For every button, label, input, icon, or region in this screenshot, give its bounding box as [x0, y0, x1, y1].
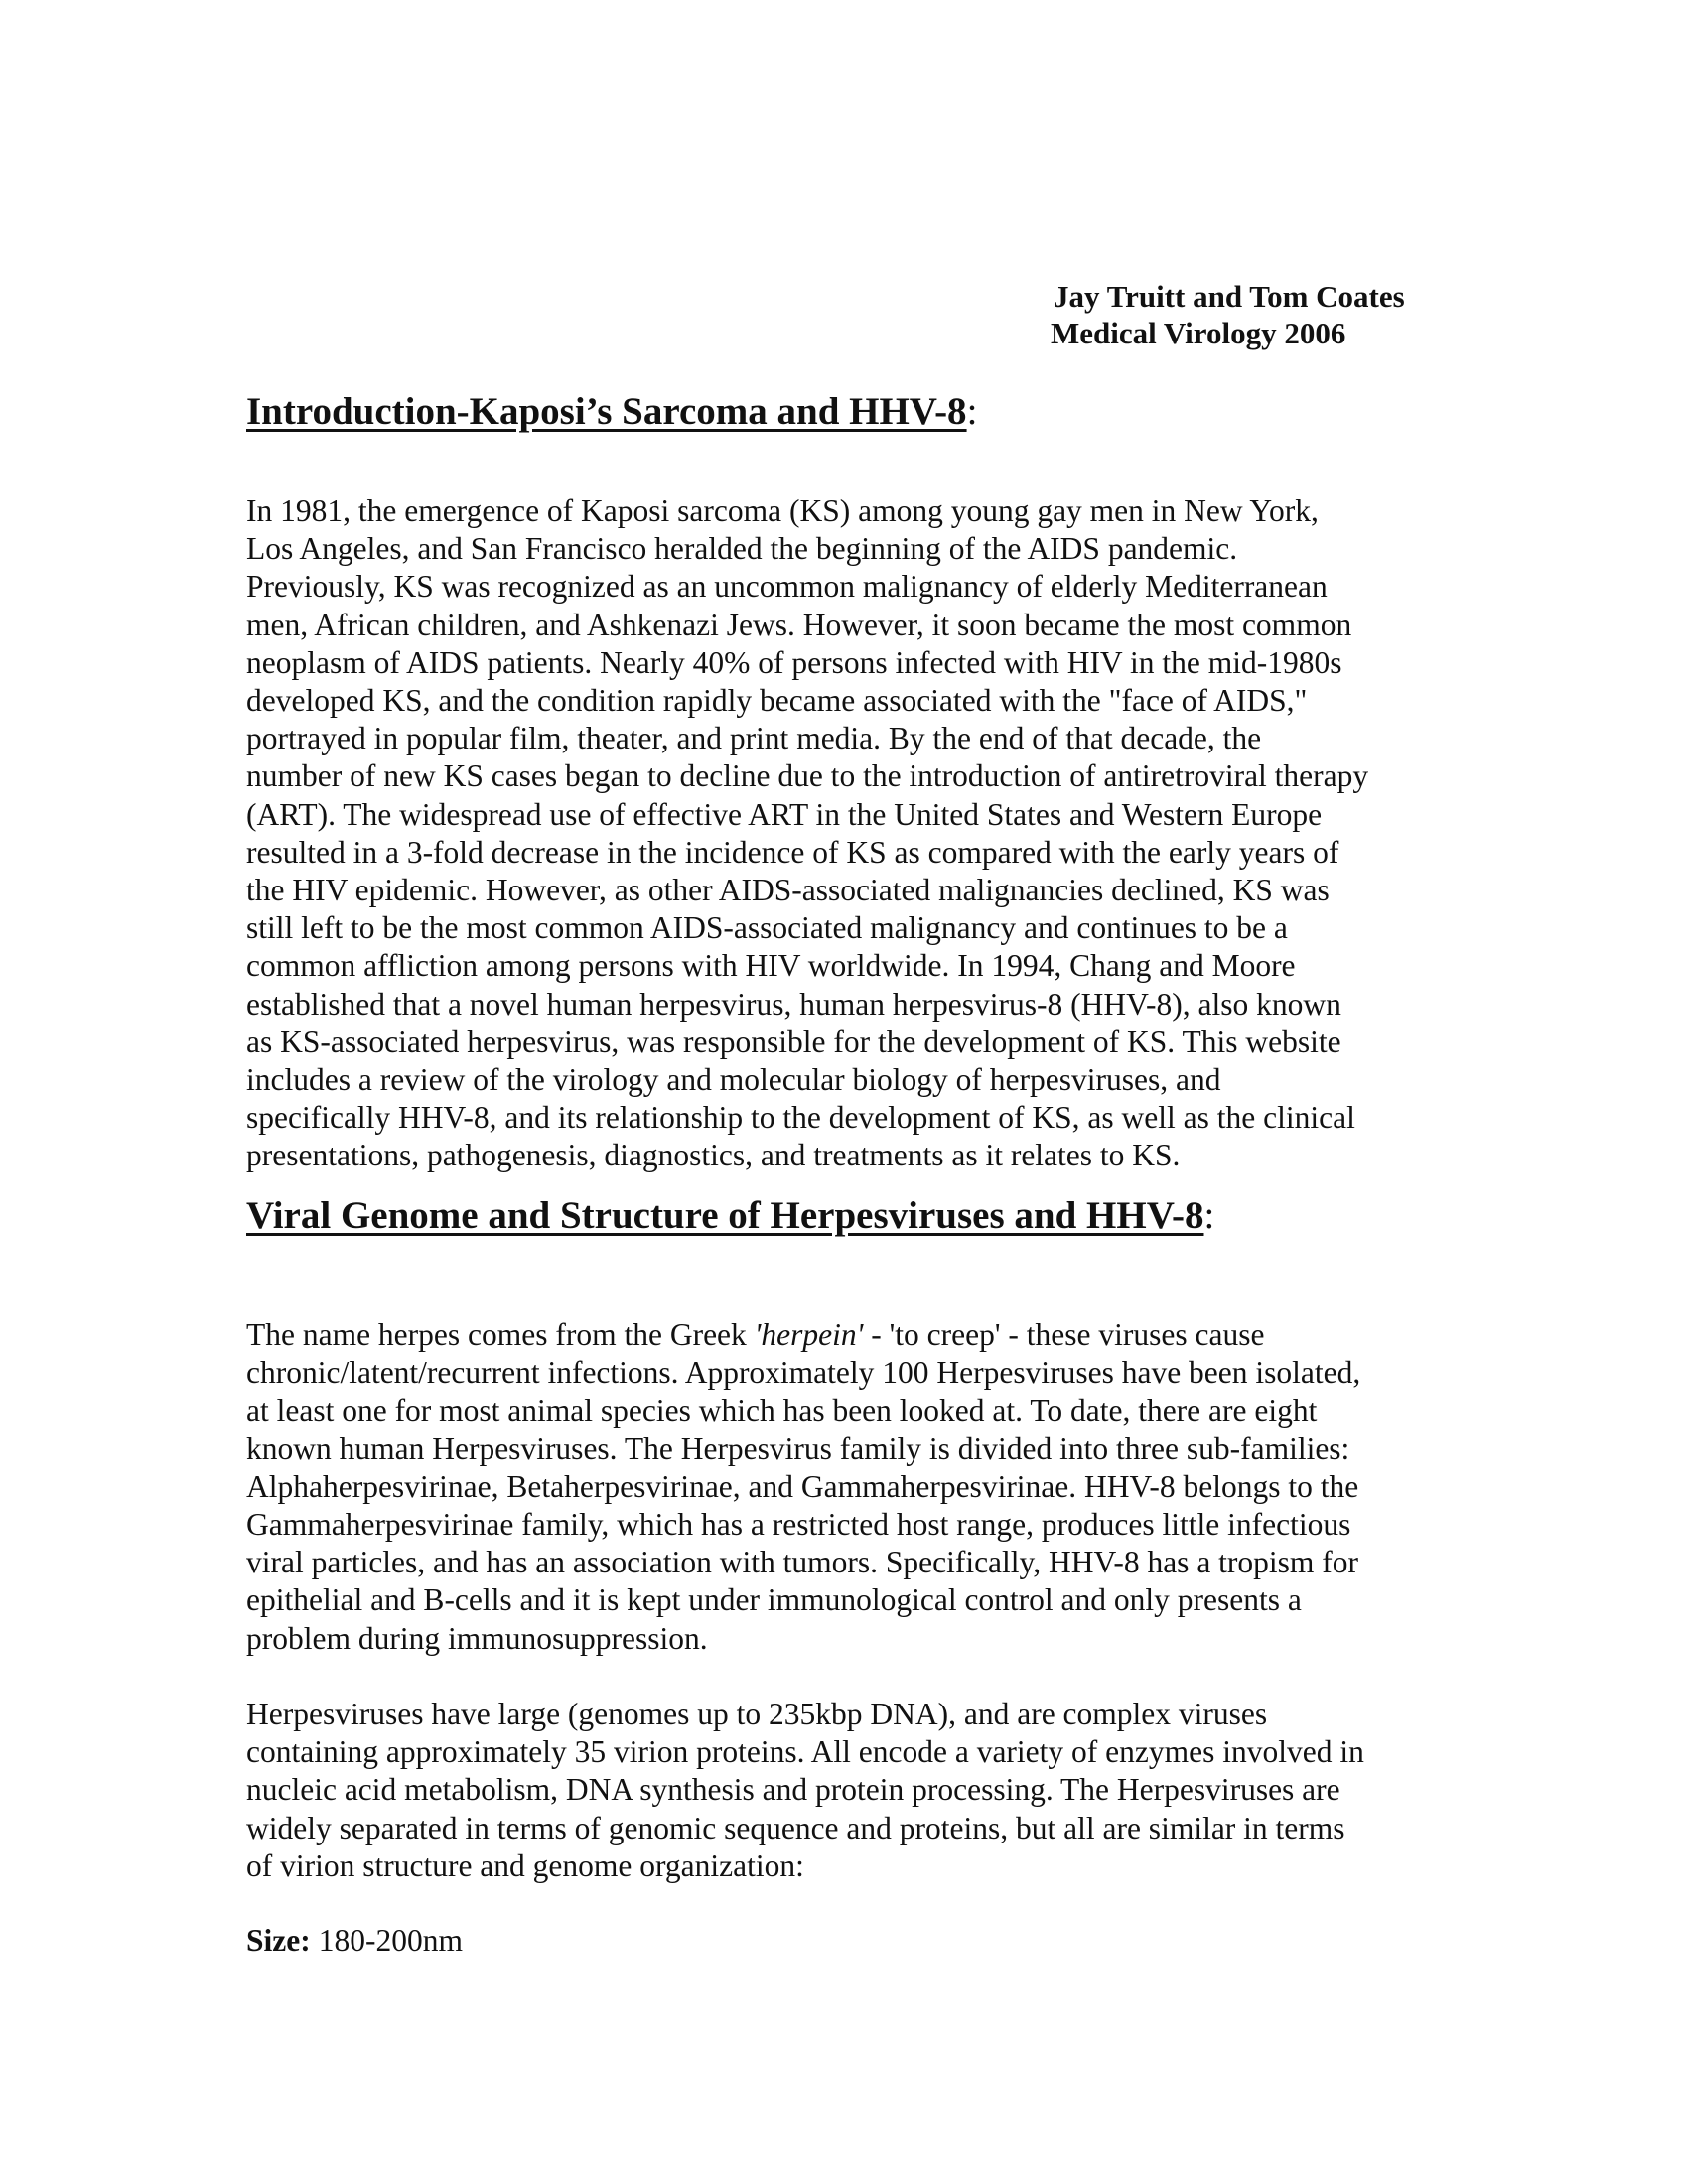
section-heading-text: Viral Genome and Structure of Herpesviruses and HHV-8 [246, 1194, 1204, 1237]
paragraph-line: Gammaherpesvirinae family, which has a restricted host range, produces little infectious [246, 1507, 1351, 1543]
section-heading-introduction [246, 389, 977, 434]
size-label: Size: [246, 1923, 311, 1958]
paragraph-line: In 1981, the emergence of Kaposi sarcoma (KS) among young gay men in New York, [246, 493, 1319, 528]
paragraph-line: epithelial and B-cells and it is kept under immunological control and only presents a [246, 1582, 1302, 1618]
paragraph-line: still left to be the most common AIDS-associated malignancy and continues to be a [246, 910, 1288, 946]
authors-line: Jay Truitt and Tom Coates [1054, 279, 1405, 314]
paragraph-line: specifically HHV-8, and its relationship to the development of KS, as well as the clinical [246, 1100, 1355, 1136]
paragraph-line: men, African children, and Ashkenazi Jews. However, it soon became the most common [246, 607, 1352, 642]
greek-term: 'herpein' [754, 1317, 864, 1352]
paragraph-line: containing approximately 35 virion proteins. All encode a variety of enzymes involved in [246, 1734, 1364, 1770]
paragraph-line: known human Herpesviruses. The Herpesvirus family is divided into three sub-families: [246, 1431, 1350, 1466]
course-line: Medical Virology 2006 [1051, 316, 1346, 350]
herpesvirus-genome-paragraph [246, 1696, 1458, 1885]
paragraph-line: number of new KS cases began to decline due to the introduction of antiretroviral therapy [246, 758, 1369, 794]
paragraph-line: Herpesviruses have large (genomes up to 235kbp DNA), and are complex viruses [246, 1697, 1268, 1731]
section-heading-colon: : [1203, 1194, 1215, 1237]
paragraph-line: problem during immunosuppression. [246, 1620, 708, 1656]
paragraph-line: chronic/latent/recurrent infections. Approximately 100 Herpesviruses have been isolated, [246, 1355, 1361, 1391]
paragraph-line: widely separated in terms of genomic sequence and proteins, but all are similar in terms [246, 1810, 1345, 1845]
paragraph-line: neoplasm of AIDS patients. Nearly 40% of persons infected with HIV in the mid-1980s [246, 644, 1342, 680]
introduction-paragraph [246, 492, 1458, 1175]
paragraph-line: (ART). The widespread use of effective ART in the United States and Western Europe [246, 796, 1323, 832]
paragraph-line: as KS-associated herpesvirus, was responsible for the development of KS. This website [246, 1024, 1341, 1059]
line-text: The name herpes comes from the Greek [246, 1317, 755, 1352]
paragraph-line: at least one for most animal species which has been looked at. To date, there are eight [246, 1393, 1318, 1429]
size-entry [246, 1922, 463, 1960]
paragraph-line: developed KS, and the condition rapidly became associated with the "face of AIDS," [246, 683, 1308, 719]
paragraph-line: presentations, pathogenesis, diagnostics, and treatments as it relates to KS. [246, 1138, 1181, 1173]
herpes-name-paragraph [246, 1316, 1458, 1658]
paragraph-line [246, 1316, 1458, 1354]
paragraph-line: Alphaherpesvirinae, Betaherpesvirinae, and Gammaherpesvirinae. HHV-8 belongs to the [246, 1468, 1359, 1504]
section-heading-text: Introduction-Kaposi’s Sarcoma and HHV-8 [246, 390, 967, 433]
paragraph-line: viral particles, and has an association with tumors. Specifically, HHV-8 has a tropism for [246, 1545, 1359, 1580]
paragraph-line: the HIV epidemic. However, as other AIDS-associated malignancies declined, KS was [246, 873, 1330, 908]
author-block [1051, 278, 1405, 351]
paragraph-line: established that a novel human herpesvirus, human herpesvirus-8 (HHV-8), also known [246, 986, 1341, 1022]
size-value: 180-200nm [318, 1923, 463, 1958]
paragraph-line: Los Angeles, and San Francisco heralded the beginning of the AIDS pandemic. [246, 531, 1238, 567]
line-text: - 'to creep' - these viruses cause [863, 1317, 1265, 1352]
paragraph-line: includes a review of the virology and molecular biology of herpesviruses, and [246, 1062, 1221, 1098]
paragraph-line: nucleic acid metabolism, DNA synthesis and protein processing. The Herpesviruses are [246, 1772, 1340, 1808]
section-heading-viral-genome [246, 1193, 1214, 1238]
paragraph-line: of virion structure and genome organization: [246, 1847, 804, 1883]
paragraph-line: portrayed in popular film, theater, and print media. By the end of that decade, the [246, 721, 1262, 756]
paragraph-line: Previously, KS was recognized as an uncommon malignancy of elderly Mediterranean [246, 569, 1328, 605]
paragraph-line: resulted in a 3-fold decrease in the incidence of KS as compared with the early years of [246, 834, 1339, 870]
section-heading-colon: : [966, 390, 978, 433]
paragraph-line: common affliction among persons with HIV worldwide. In 1994, Chang and Moore [246, 948, 1296, 984]
